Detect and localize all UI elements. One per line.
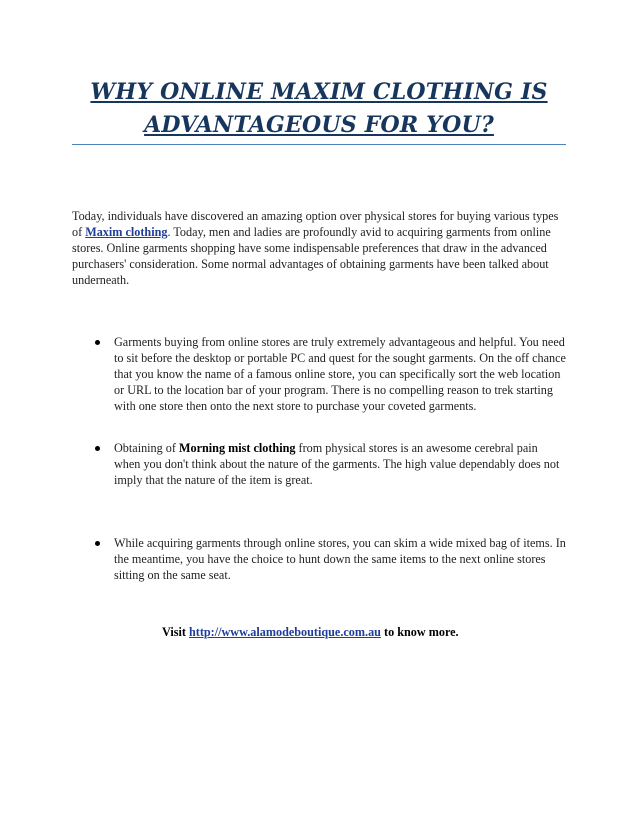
page-title: [72, 76, 566, 142]
title-line-1: WHY ONLINE MAXIM CLOTHING IS: [90, 79, 548, 105]
intro-paragraph: [72, 208, 566, 288]
bullet-icon: [95, 446, 100, 451]
morning-mist-clothing-term: Morning mist clothing: [179, 441, 296, 455]
alamode-boutique-link[interactable]: http://www.alamodeboutique.com.au: [188, 625, 381, 639]
bullet-text: While acquiring garments through online stores, you can skim a wide mixed bag of items. In the meantime, you have the choice to hunt down the same items to the next online stores sitting on the same seat.: [114, 536, 566, 582]
footer-suffix: to know more.: [380, 625, 459, 639]
bullet-text-after: from physical stores is an awesome cerebral pain when you don't think about the nature of the garments. The high value dependably does not imply that the nature of the item is great.: [114, 441, 560, 487]
bullet-text-before: Obtaining of: [114, 441, 179, 455]
bullet-icon: [95, 541, 100, 546]
intro-text-before: Today, individuals have discovered an amazing option over physical stores for buying various types of: [72, 209, 559, 239]
bullet-icon: [95, 340, 100, 345]
title-line-2: ADVANTAGEOUS FOR YOU?: [144, 112, 494, 138]
footer-cta: [162, 624, 459, 640]
maxim-clothing-link[interactable]: Maxim clothing: [85, 225, 168, 239]
intro-text-after: . Today, men and ladies are profoundly avid to acquiring garments from online stores. Online garments shopping have some indispensable preferences that draw in the advanced purchasers' consideration. Some normal advantages of obtaining garments have been talked about underneath.: [72, 225, 551, 287]
footer-prefix: Visit: [162, 625, 189, 639]
title-divider: [72, 144, 566, 145]
bullet-text: [114, 440, 566, 488]
bullet-text: Garments buying from online stores are truly extremely advantageous and helpful. You need to sit before the desktop or portable PC and quest for the sought garments. On the off chance that you know the name of a famous online store, you can specifically sort the web location or URL to the location bar of your program. There is no compelling reason to trek starting with one store then onto the next store to purchase your coveted garments.: [114, 335, 566, 413]
